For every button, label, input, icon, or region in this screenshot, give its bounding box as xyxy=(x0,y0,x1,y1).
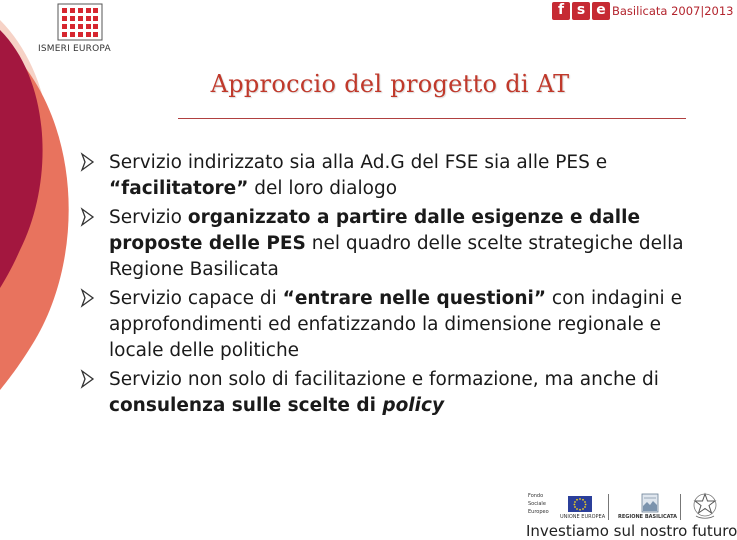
eu-label: UNIONE EUROPEA xyxy=(560,514,606,520)
bullet-2-text-bold: organizzato a partire dalle esigenze e dalle proposte delle PES xyxy=(109,207,640,254)
title-divider xyxy=(178,118,686,119)
fse-letters xyxy=(552,2,610,22)
footer-separator xyxy=(608,494,609,520)
arrowhead-bullet-icon xyxy=(81,289,94,307)
bullet-2-text-a: Servizio xyxy=(109,207,188,228)
arrowhead-bullet-icon xyxy=(81,208,94,226)
fse-letter-s: s xyxy=(572,2,590,20)
arrowhead-bullet-icon xyxy=(81,153,94,171)
ismeri-europa-logo xyxy=(30,2,140,62)
bullet-item-2 xyxy=(76,205,712,283)
bullet-item-4 xyxy=(76,367,712,419)
fse-region-label: Basilicata 2007|2013 xyxy=(612,4,734,18)
bullet-3-text-a: Servizio capace di xyxy=(109,288,283,309)
eu-flag-icon xyxy=(568,496,592,512)
bullet-3-text-bold: “entrare nelle questioni” xyxy=(282,288,547,309)
bullet-1-text-a: Servizio indirizzato sia alla Ad.G del FSE sia alle PES e xyxy=(109,152,608,173)
bullet-4-text-policy: policy xyxy=(382,395,445,416)
fondo-sociale-label: Fondo Sociale Europeo xyxy=(528,493,549,515)
bullet-1-text-bold: “facilitatore” xyxy=(109,178,249,199)
regione-basilicata-emblem xyxy=(642,494,658,512)
footer-separator xyxy=(680,494,681,520)
ismeri-grid-logo xyxy=(58,4,102,40)
bullet-4-text-a: Servizio non solo di facilitazione e formazione, ma anche di xyxy=(109,369,659,390)
ismeri-label: ISMERI EUROPA xyxy=(38,44,111,54)
bullet-3-text-c: con indagini e approfondimenti ed enfatizzando la dimensione regionale e locale delle politiche xyxy=(109,288,682,361)
arrowhead-bullet-icon xyxy=(81,370,94,388)
bullet-item-3 xyxy=(76,286,712,364)
bullet-1-text-c: del loro dialogo xyxy=(248,178,398,199)
footer-logos xyxy=(520,492,720,524)
bullet-4-text-bold: consulenza sulle scelte di xyxy=(109,395,383,416)
fse-letter-e: e xyxy=(592,2,610,20)
fse-letter-f: f xyxy=(552,2,570,20)
slide-title: Approccio del progetto di AT xyxy=(210,70,570,98)
bullet-list xyxy=(76,150,712,422)
regione-basilicata-label: REGIONE BASILICATA xyxy=(618,514,678,520)
italian-republic-emblem xyxy=(692,492,718,520)
bullet-2-text-c: nel quadro delle scelte strategiche della Regione Basilicata xyxy=(109,233,684,280)
bullet-item-1 xyxy=(76,150,712,202)
footer-slogan: Investiamo sul nostro futuro xyxy=(526,522,737,540)
